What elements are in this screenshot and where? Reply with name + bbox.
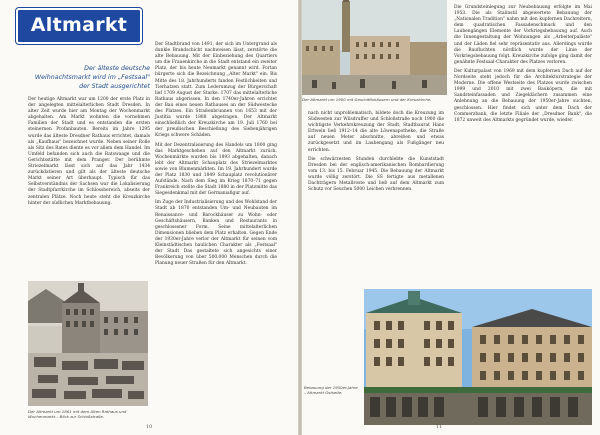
paragraph: Im Zuge der Industrialisierung und des Wohlstand der Stadt ab 1870 entstanden Um- und Neubauten im Renaissance- und Barockhäuser zu Wohn- oder Geschäftshäusern, Banken und Restaurants in geschlossener Form. Seine mittelalterlichen Dimensionen blieben dem Platz erhalten. Gegen Ende der 1930er-Jahre verlor der Altmarkt für seinen vom Kleinstädtischen baulichen Charakter als „Festsaal" der Stadt Das gestaltete sich angesichts einer Bevölkerung von über 500.000 Menschen durch die Planung neuer Straßen für den Altmarkt. [155, 200, 277, 267]
page-number: 10 [146, 424, 153, 430]
paragraph: Der Kulturpalast von 1969 mit dem kupfernen Dach auf der Nordseite steht jedoch für die Architekturstrategie der Moderne. Die offene Westseite des Platzes wurde zwischen 1999 und 2010 mit zwei Bauköpern, die mit Sandsteinfassaden und Ziegeldächern zusammen eine Anlehnung an die Bebauung der 1950er-Jahre suchten, geschlossen. Hier findet sich unter dem Dach der Commerzbank, die letzte Filiale der „Dresdner Bank", die 1872 unweit des Altmarkts gegründet wurde, wieder. [454, 68, 592, 123]
paragraph: Die schwärzesten Stunden durchlebte die Kunststadt Dresden bei der englisch-amerikanischen Bombardierung vom 13. bis 15. Februar 1945. Die Bebauung der Altmarkt wurde völlig zerstört. Die SS fertigte aus metallenen Dachträgern Metallroste und ließ auf dem Altmarkt zum Schutz vor Seuchen 5000 Leichen verbrennen. [308, 156, 444, 193]
left-page [0, 0, 298, 435]
paragraph: Der heutige Altmarkt war um 1200 der erste Platz in der angelegten mittelalterlichen Stadt Dresden. In alter Zeit wurde hier am Montag der Wochenmarkt abgehalten. Am Markt wohnten die vornehmen Familien der Stadt und es entstanden die ersten steinernen Profanbauten. Bereits im Jahre 1295 wurde das älteste Dresdner Rathaus errichtet, damals als „Kaufhaus" bezeichnet wurde. Neben seiner Rolle als Sitz des Rates diente es vor allem dem Handel. Im Umfeld befanden sich auch die Ratswaage und die Gerichtsstätte mit dem Pranger. Der berühmte Striezelmarkt lässt sich auf das Jahr 1434 zurückdatieren und gilt als der älteste deutsche Markt seiner Art überhaupt. Typisch für das Selbstverständnis der Sachsen war die Lokalisierung der Stadtpfarrkirche im Schlossbereich, abseits der zentralen Plätze. Noch heute steht die Kreuzkirche hinter der südlichen Marktbebauung. [28, 97, 150, 206]
left-column-2 [155, 42, 277, 270]
paragraph: Die Grundsteinlegung zur Neubebauung erfolgte im Mai 1953. Die als Stalinstil abgewertete Bebauung der „Nationalen Tradition" nahm mit den kupfernen Dachreitern, dem quadratischen Fassadenschmuck und den Laubengängen Elemente der Vorkriegsbebauung auf. Auch die Innengestaltung der Wohnungen als „Arbeiterpaläste" und der Läden fiel sehr repräsentativ aus. Allerdings wurde die Baufluchten nördlich wurde der Linie der Vorkriegsbebauung folgt. Kreuzkirche zufolge ging damit der genähnte Festsaal-Charakter des Platzes verloren. [454, 5, 592, 65]
photo-caption-bottom: Bebauung der 1950er-Jahre – Altmarkt Ostseite. [304, 385, 358, 396]
paragraph: Mit der Dezentralisierung des Handels um 1800 ging das Marktgeschehen auf den Altmarkt zurück. Wochenmärkte wurden bis 1893 abgehalten, danach lebt der Altmarkt Schauplatz des Striezelmarktes sowie von Blumenmärkten. Im 19. Jahrhundert wurde der Platz 1830 und 1849 Schauplatz revolutionärer Aufstände. Nach dem Sieg im Krieg 1870–71 gegen Frankreich stellte die Stadt 1880 in der Platzmitte das Siegesdenkmal mit der Germaniafigur auf. [155, 142, 277, 197]
historic-photo-kreuzkirche [302, 0, 447, 95]
intro-heading: Der älteste deutsche Weihnachtsmarkt wird im „Festsaal" der Stadt ausgerichtet [34, 65, 150, 91]
photo-caption-top: Der Altmarkt um 1900 mit Geschäftshäusern und der Kreuzkirche. [302, 97, 432, 102]
paragraph: nach nicht unproblematisch, bildete doch die Kreuzung im Südwesten zur Wilsdruffer und Schloßstraße noch 1900 die wichtigste Verkehrskreuzung der Stadt. Stadtbaurat Hans Erlwein ließ 1912–14 die alte Löwenapotheke, die Straße auf neuen Meter abschnitte, abreißen und etwas zurückgesetzt und im Laubengang als Fußgänger neu errichten. [308, 111, 444, 153]
right-page [302, 0, 600, 435]
page-title: Altmarkt [30, 14, 128, 36]
right-column-2 [454, 5, 592, 127]
historic-photo-altes-rathaus [28, 281, 148, 406]
right-column-1 [308, 111, 444, 196]
left-column-1 [28, 97, 150, 210]
photo-1950s-buildings [364, 289, 592, 425]
street-sign [16, 8, 142, 44]
paragraph: Der Stadtbrand von 1491, der sich im Untergrund als dunkle Brandschicht nachweisen lässt, zerstörte die alte Bebauung. Mit der Einbeziehung des Quartiers um die Frauenkirche in die Stadt entstand ein zweiter Platz, der bis heute Neumarkt genannt wird. Fortan bürgerte sich die Bezeichnung „Alter Markt" ein. Bis Mitte des 18. Jahrhunderts fanden Festlichkeiten und Tierhatzen statt. Zum Lederumzug der Bürgerschaft lief 1709 August der Starke. 1707 das mittelalterliche Rathaus abgerissen. In den 1740er-Jahren errichtet der Bau eines neuen Rathauses an der Südwestecke des Platzes. Ein Straßenbrunnen von 1653 mit der Justitia wurde 1888 abgetragen. Der Altmarkt einschließlich der Kreuzkirche am 19. Juli 1760 bei der preußischen Beschießung des Siebenjährigen Kriegs schwere Schäden. [155, 42, 277, 139]
page-number: 11 [436, 424, 443, 430]
photo-caption: Der Altmarkt um 1861 mit dem Alten Rathaus und Wochenmarkt – Blick zur Schloßstraße. [28, 409, 127, 420]
